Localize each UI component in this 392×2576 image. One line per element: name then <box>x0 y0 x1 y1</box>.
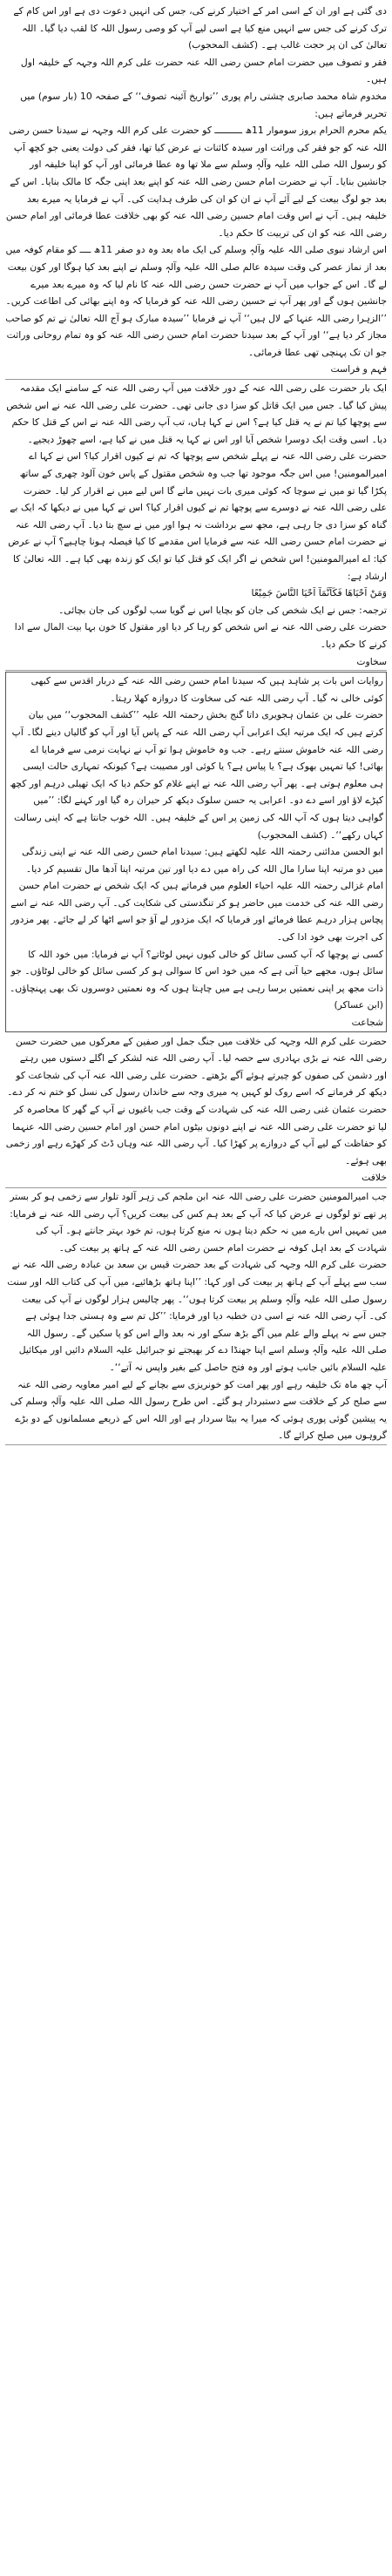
succession-paragraph: اس ارشاد نبوی صلی اللہ علیہ وآلہٖ وسلم کی ایک ماہ بعد وہ دو صفر 11ھ ــــ کو مقام کوفہ میں بعد از نماز عصر کی وقت سیدہ عالم صلی اللہ علیہ وآلہٖ وسلم نے اپنے بعد کیا ہوگا اور کون بیعت لے گا۔ اس کے جواب میں آپ نے حضرت حسن رضی اللہ عنہ کا نام لیا کہ وہ میرے بعد میرے جانشین ہوں گے اور پھر آپ نے حسین رضی اللہ عنہ کو فرمایا کہ وہ اپنے بھائی کی اطاعت کریں۔ ’’الزہرا رضی اللہ عنہا کے لال ہیں‘‘ آپ نے فرمایا ’’سیدہ مبارک ہو آج اللہ تعالیٰ نے تم کو صاحب مجاز کر دیا ہے‘‘ اور آپ کے بعد سیدنا حضرت امام حسن رضی اللہ عنہ کو وہ تمام روحانی وراثت جو ان تک پہنچی تھی عطا فرمائی۔ <box>5 244 387 358</box>
section-caliphate <box>5 1187 387 1445</box>
date-paragraph: یکم محرم الحرام بروز سوموار 11ھ ــــــــــ کو حضرت علی کرم اللہ وجہہ نے سیدنا حسن رضی اللہ عنہ کو جو فقر کی وراثت اور سیدہ کائنات نے عرض کیا تھا، فقر کی دولت یعنی جو کچھ آپ کو رسول اللہ صلی اللہ علیہ وآلہٖ وسلم سے ملا تھا وہ عطا فرمائی اور آپ کو اپنا خلیفہ اور جانشین بنایا۔ آپ نے حضرت امام حسن رضی اللہ عنہ کو اپنے بعد اپنی جگہ کا مالک بنایا۔ اس کے بعد جو لوگ بیعت کے لیے آئے آپ نے ان کو ان کی طرف ہدایت کی۔ آپ نے فرمایا یہ میرے بعد خلیفہ ہیں۔ آپ نے اس وقت امام حسین رضی اللہ عنہ کو بھی خلافت عطا فرمائی اور امام حسن رضی اللہ عنہ کو ان کی تربیت کا حکم دیا۔ <box>5 125 387 239</box>
quran-verse: وَمَنْ اَحْیَاھَا فَکَاَنَّمَآ اَحْیَا النَّاسَ جَمِیْعًا <box>251 587 387 599</box>
article <box>5 0 387 1445</box>
section-generosity <box>5 672 387 1031</box>
generosity-intro: روایات اس بات پر شاہد ہیں کہ سیدنا امام حسن رضی اللہ عنہ کے دربار اقدس سے کبھی کوئی خالی نہ گیا۔ آپ رضی اللہ عنہ کی سخاوت کا دروازہ کھلا رہتا۔ <box>30 675 383 704</box>
heading-wisdom: فہم و فراست <box>330 363 387 375</box>
section-wisdom <box>5 379 387 671</box>
verse-translation: ترجمہ: جس نے ایک شخص کی جان کو بچایا اس نے گویا سب لوگوں کی جان بچائی۔ <box>57 604 387 616</box>
citation-paragraph: مخدوم شاہ محمد صابری چشتی رام پوری ’’تواریخ آئینہ تصوف‘‘ کے صفحہ 10 (بار سوم) میں تحریر فرماتے ہیں: <box>20 90 387 119</box>
battles-paragraph: حضرت علی کرم اللہ وجہہ کی خلافت میں جنگ جمل اور صفین کے معرکوں میں حضرت حسن رضی اللہ عنہ نے بڑی بہادری سے حصہ لیا۔ آپ رضی اللہ عنہ لشکر کے اگلے دستوں میں رہتے اور دشمن کی صفوں کو چیرتے ہوئے آگے بڑھتے۔ حضرت علی رضی اللہ عنہ آپ کی شجاعت کو دیکھ کر فرماتے کہ اسے روک لو کہیں یہ میری وجہ سے خاندان رسول کی نسل کو ختم نہ کر دے۔ <box>7 1035 387 1099</box>
bedouin-story: حضرت علی بن عثمان ہجویری داتا گنج بخش رحمتہ اللہ علیہ ’’کشف المحجوب‘‘ میں بیان کرتے ہیں کہ ایک مرتبہ ایک اعرابی آپ رضی اللہ عنہ کے پاس آیا اور آپ کو گالیاں دینے لگا۔ آپ رضی اللہ عنہ خاموش سنتے رہے۔ جب وہ خاموش ہوا تو آپ نے نہایت نرمی سے فرمایا اے بھائی! کیا تمہیں بھوک ہے؟ یا پیاس ہے؟ یا کوئی اور مصیبت ہے؟ کیونکہ تمہاری حالت ایسی ہی معلوم ہوتی ہے۔ پھر آپ رضی اللہ عنہ نے اپنے غلام کو حکم دیا کہ ایک تھیلی درہم اور کچھ کپڑے لاؤ اور اسے دے دو۔ اعرابی یہ حسن سلوک دیکھ کر حیران رہ گیا اور کہنے لگا: ’’میں گواہی دیتا ہوں کہ آپ اللہ کی زمین پر اس کے خلیفہ ہیں۔ اللہ خوب جانتا ہے کہ اپنی رسالت کہاں رکھے‘‘۔ (کشف المحجوب) <box>10 709 383 841</box>
beggar-paragraph: کسی نے پوچھا کہ آپ کسی سائل کو خالی کیوں نہیں لوٹاتے؟ آپ نے فرمایا: میں خود اللہ کا سائل ہوں، مجھے حیا آتی ہے کہ میں خود اس کا سوالی ہو کر کسی سائل کو خالی لوٹاؤں۔ جو ذات مجھ پر اپنی نعمتیں برسا رہی ہے میں چاہتا ہوں کہ وہ نعمتیں دوسروں تک بھی پہنچاؤں۔ (ابن عساکر) <box>9 948 383 1011</box>
khalifa-paragraph: فقر و تصوف میں حضرت امام حسن رضی اللہ عنہ حضرت علی کرم اللہ وجہہ کے خلیفہ اول ہیں۔ <box>20 56 387 85</box>
intro-paragraph: دی گئی ہے اور ان کے اسی امر کے اختیار کرنے کی، جس کی انہیں دعوت دی ہے اور اس کام کے ترک کرنے کی جس سے انہیں منع کیا ہے اسی لیے آپ کو وصی رسول اللہ کا لقب دیا گیا۔ اللہ تعالیٰ کی ان پر حجت غالب ہے۔ (کشف المحجوب) <box>13 5 387 51</box>
madaini-paragraph: ابو الحسن مدائنی رحمتہ اللہ علیہ لکھتے ہیں: سیدنا امام حسن رضی اللہ عنہ نے اپنی زندگی میں دو مرتبہ اپنا سارا مال اللہ کی راہ میں دے دیا اور تین مرتبہ اپنا آدھا مال تقسیم کر دیا۔ <box>22 846 383 875</box>
bayah-paragraph: جب امیرالمومنین حضرت علی رضی اللہ عنہ ابن ملجم کی زہر آلود تلوار سے زخمی ہو کر بستر پر تھے تو لوگوں نے عرض کیا کہ آپ کے بعد ہم کس کی بیعت کریں؟ آپ رضی اللہ عنہ نے فرمایا: میں تمہیں اس بارے میں نہ حکم دیتا ہوں نہ منع کرتا ہوں، تم خود بہتر جانتے ہو۔ آپ کی شہادت کے بعد اہل کوفہ نے حضرت امام حسن رضی اللہ عنہ کے ہاتھ پر بیعت کی۔ <box>10 1190 387 1254</box>
section-intro <box>5 3 387 378</box>
heading-generosity: سخاوت <box>356 655 387 667</box>
heading-bravery: شجاعت <box>351 1017 383 1029</box>
heading-caliphate: خلافت <box>362 1172 387 1184</box>
qais-paragraph: حضرت علی کرم اللہ وجہہ کی شہادت کے بعد حضرت قیس بن سعد بن عبادہ رضی اللہ عنہ نے سب سے پہلے آپ کے ہاتھ پر بیعت کی اور کہا: ’’اپنا ہاتھ بڑھائیے، میں آپ کی کتاب اللہ اور سنت رسول صلی اللہ علیہ وآلہٖ وسلم پر بیعت کرتا ہوں‘‘۔ پھر چالیس ہزار لوگوں نے آپ کی بیعت کی۔ آپ رضی اللہ عنہ نے اسی دن خطبہ دیا اور فرمایا: ’’کل تم سے وہ ہستی جدا ہوئی ہے جس سے نہ پہلے والے علم میں آگے بڑھ سکے اور نہ بعد والے اس کو پا سکیں گے۔ رسول اللہ صلی اللہ علیہ وآلہٖ وسلم اسے اپنا جھنڈا دے کر بھیجتے تو جبرائیل علیہ السلام دائیں اور میکائیل علیہ السلام بائیں جانب ہوتے اور وہ فتح حاصل کیے بغیر واپس نہ آتے‘‘۔ <box>7 1259 387 1373</box>
verdict-paragraph: حضرت علی رضی اللہ عنہ نے اس شخص کو رہا کر دیا اور مقتول کا خون بہا بیت المال سے ادا کرنے کا حکم دیا۔ <box>14 621 387 650</box>
uthman-paragraph: حضرت عثمان غنی رضی اللہ عنہ کی شہادت کے وقت جب باغیوں نے آپ کے گھر کا محاصرہ کر لیا تو حضرت علی رضی اللہ عنہ نے اپنے دونوں بیٹوں امام حسن اور امام حسین رضی اللہ عنہما کو حفاظت کے لیے آپ کے دروازے پر کھڑا کیا۔ آپ رضی اللہ عنہ وہاں ڈٹ کر کھڑے رہے اور زخمی بھی ہوئے۔ <box>5 1104 387 1166</box>
judgment-paragraph: ایک بار حضرت علی رضی اللہ عنہ کے دور خلافت میں آپ رضی اللہ عنہ کے سامنے ایک مقدمہ پیش کیا گیا۔ جس میں ایک قاتل کو سزا دی جانی تھی۔ حضرت علی رضی اللہ عنہ نے اس شخص سے پوچھا کیا تم نے یہ قتل کیا ہے؟ اس نے کہا ہاں، تب آپ رضی اللہ عنہ نے اس کے قتل کا حکم دیا۔ اسی وقت ایک دوسرا شخص آیا اور اس نے کہا یہ قتل میں نے کیا ہے، اسے چھوڑ دیجیے۔ حضرت علی رضی اللہ عنہ نے پہلے شخص سے پوچھا کہ تم نے کیوں اقرار کیا؟ اس نے کہا اے امیرالمومنین! میں اس جگہ موجود تھا جب وہ شخص مقتول کے پاس خون آلود چھری کے ساتھ پکڑا گیا تو میں نے سوچا کہ کوئی میری بات نہیں مانے گا اس لیے میں نے اقرار کر لیا۔ حضرت علی رضی اللہ عنہ نے دوسرے سے پوچھا تم نے کیوں اقرار کیا؟ اس نے کہا میں نے دیکھا کہ ایک بے گناہ کو سزا دی جا رہی ہے، مجھ سے برداشت نہ ہوا اور میں نے سچ بتا دیا۔ آپ رضی اللہ عنہ نے حضرت امام حسن رضی اللہ عنہ سے فرمایا اس مقدمے کا کیا فیصلہ ہونا چاہیے؟ آپ نے عرض کیا: اے امیرالمومنین! اس شخص نے اگر ایک کو قتل کیا تو ایک کو زندہ بھی کیا ہے۔ اللہ تعالیٰ کا ارشاد ہے: <box>6 382 387 582</box>
section-bravery <box>5 1033 387 1187</box>
peace-paragraph: آپ چھ ماہ تک خلیفہ رہے اور پھر امت کو خونریزی سے بچانے کے لیے امیر معاویہ رضی اللہ عنہ سے صلح کر کے خلافت سے دستبردار ہو گئے۔ اس طرح رسول اللہ صلی اللہ علیہ وآلہٖ وسلم کی یہ پیشین گوئی پوری ہوئی کہ میرا یہ بیٹا سردار ہے اور اللہ اس کے ذریعے مسلمانوں کے دو بڑے گروہوں میں صلح کرائے گا۔ <box>10 1378 387 1442</box>
ghazali-paragraph: امام غزالی رحمتہ اللہ علیہ احیاء العلوم میں فرماتے ہیں کہ ایک شخص نے حضرت امام حسن رضی اللہ عنہ کی خدمت میں حاضر ہو کر تنگدستی کی شکایت کی۔ آپ رضی اللہ عنہ نے اسے پچاس ہزار درہم عطا فرمائے اور فرمایا کہ ایک مزدور لے آؤ جو اسے اٹھا کر لے جائے۔ پھر مزدور کی اجرت بھی خود ادا کی۔ <box>10 880 383 943</box>
